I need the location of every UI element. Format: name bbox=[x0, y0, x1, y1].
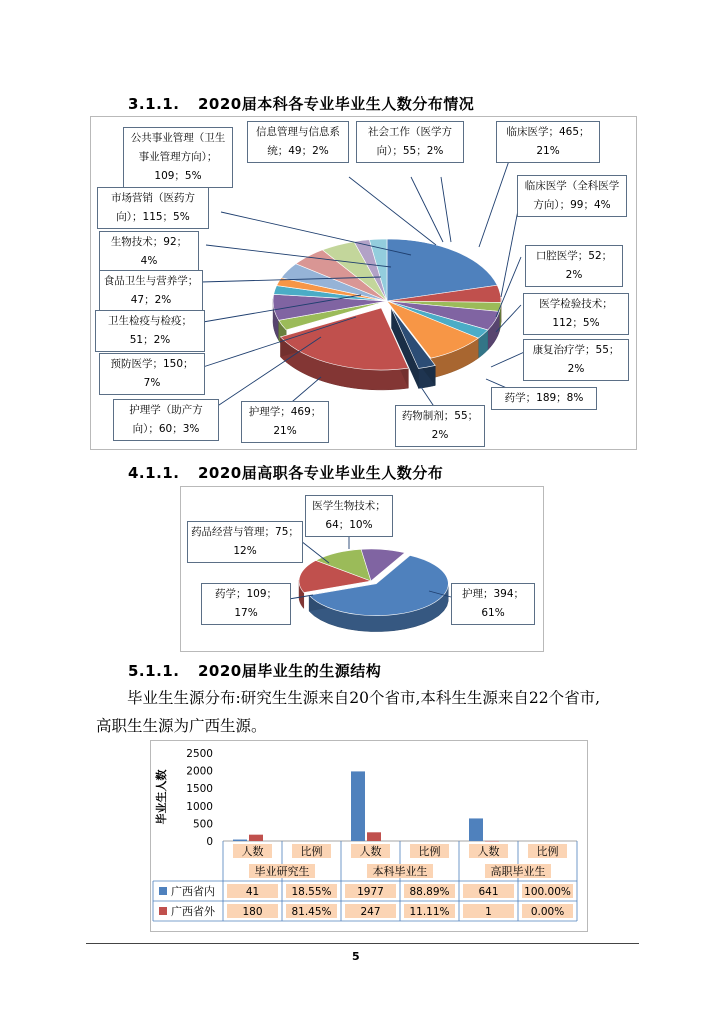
footer-rule bbox=[86, 943, 639, 944]
heading-number: 3.1.1. bbox=[128, 95, 180, 113]
paragraph-line-1: 毕业生生源分布:研究生生源来自20个省市,本科生生源来自22个省市, bbox=[127, 689, 601, 707]
label-voc-nursing: 护理；394；61% bbox=[451, 583, 535, 625]
label-dental: 口腔医学；52；2% bbox=[525, 245, 623, 287]
table-subheader: 人数 bbox=[477, 845, 500, 858]
table-group-label: 高职毕业生 bbox=[490, 865, 546, 878]
table-subheader: 人数 bbox=[241, 845, 264, 858]
section-heading-3-1-1 bbox=[128, 93, 474, 114]
table-cell: 247 bbox=[360, 906, 381, 918]
leader-line-3 bbox=[479, 155, 511, 247]
leader-line-7 bbox=[496, 257, 521, 317]
table-cell: 41 bbox=[245, 886, 260, 898]
table-cell: 100.00% bbox=[524, 886, 571, 898]
heading-text: 2020届毕业生的生源结构 bbox=[198, 662, 382, 680]
label-rehab: 康复治疗学；55；2% bbox=[523, 339, 629, 381]
table-cell: 81.45% bbox=[291, 906, 332, 918]
table-subheader: 比例 bbox=[300, 845, 323, 858]
undergrad-pie-chart bbox=[90, 116, 637, 450]
leader-line-2 bbox=[301, 541, 329, 563]
table-cell: 1977 bbox=[357, 886, 384, 898]
label-nursing-midwife: 护理学（助产方向）；60；3% bbox=[113, 399, 219, 441]
heading-text: 2020届高职各专业毕业生人数分布 bbox=[198, 464, 444, 482]
bar-1-0 bbox=[249, 835, 263, 841]
label-food-nutrition: 食品卫生与营养学；47；2% bbox=[99, 270, 203, 312]
source-bar-svg bbox=[151, 741, 587, 931]
label-quarantine: 卫生检疫与检疫；51；2% bbox=[95, 310, 205, 352]
label-social-work: 社会工作（医学方向）；55；2% bbox=[356, 121, 464, 163]
paragraph-line-2: 高职生生源为广西生源。 bbox=[96, 717, 267, 735]
label-nursing: 护理学；469；21% bbox=[241, 401, 329, 443]
label-pharma-prep: 药物制剂；55；2% bbox=[395, 405, 485, 447]
label-biomed-tech: 医学生物技术；64；10% bbox=[305, 495, 393, 537]
table-group-label: 毕业研究生 bbox=[254, 865, 310, 878]
y-tick-label: 2500 bbox=[186, 748, 213, 760]
heading-number: 4.1.1. bbox=[128, 464, 180, 482]
label-voc-pharmacy: 药学；109；17% bbox=[201, 583, 291, 625]
table-cell: 18.55% bbox=[291, 886, 332, 898]
table-cell: 1 bbox=[485, 906, 492, 918]
page-number: 5 bbox=[352, 950, 360, 963]
label-general-practice: 临床医学（全科医学方向）；99；4% bbox=[517, 175, 627, 217]
bar-0-2 bbox=[469, 818, 483, 841]
table-cell: 11.11% bbox=[409, 906, 450, 918]
heading-number: 5.1.1. bbox=[128, 662, 180, 680]
table-subheader: 人数 bbox=[359, 845, 382, 858]
y-tick-label: 1500 bbox=[186, 783, 213, 796]
table-group-label: 本科毕业生 bbox=[372, 865, 428, 878]
table-cell: 88.89% bbox=[409, 886, 450, 898]
y-tick-label: 500 bbox=[192, 818, 213, 831]
source-bar-chart bbox=[150, 740, 588, 932]
section-heading-5-1-1 bbox=[128, 660, 381, 681]
label-biotech: 生物技术；92；4% bbox=[99, 231, 199, 273]
legend-swatch bbox=[159, 887, 167, 895]
table-subheader: 比例 bbox=[418, 845, 441, 858]
label-pharmacy: 药学；189；8% bbox=[491, 387, 597, 410]
bar-0-0 bbox=[233, 840, 247, 841]
y-tick-label: 1000 bbox=[186, 800, 213, 813]
y-tick-label: 0 bbox=[206, 836, 213, 848]
label-lab-tech: 医学检验技术；112；5% bbox=[523, 293, 629, 335]
vocational-pie-chart bbox=[180, 486, 544, 652]
source-paragraph bbox=[96, 684, 636, 740]
leader-line-4 bbox=[221, 212, 411, 255]
heading-text: 2020届本科各专业毕业生人数分布情况 bbox=[198, 95, 475, 113]
bar-0-1 bbox=[351, 771, 365, 841]
legend-swatch bbox=[159, 907, 167, 915]
legend-label: 广西省内 bbox=[171, 885, 215, 898]
label-public-admin: 公共事业管理（卫生事业管理方向）；109；5% bbox=[123, 127, 233, 188]
leader-line-1 bbox=[349, 177, 436, 245]
leader-line-0 bbox=[441, 177, 451, 242]
bar-1-1 bbox=[367, 832, 381, 841]
legend-label: 广西省外 bbox=[171, 905, 215, 918]
leader-line-2 bbox=[411, 177, 443, 242]
label-clinical: 临床医学；465；21% bbox=[496, 121, 600, 163]
y-axis-label: 毕业生人数 bbox=[155, 769, 168, 825]
y-tick-label: 2000 bbox=[186, 765, 213, 778]
table-cell: 180 bbox=[242, 906, 263, 918]
label-drug-management: 药品经营与管理；75；12% bbox=[187, 521, 303, 563]
table-cell: 641 bbox=[478, 886, 499, 898]
label-prev-med: 预防医学；150；7% bbox=[99, 353, 205, 395]
table-subheader: 比例 bbox=[536, 845, 559, 858]
label-marketing: 市场营销（医药方向）；115；5% bbox=[97, 187, 209, 229]
table-cell: 0.00% bbox=[530, 906, 565, 918]
bar-1-2 bbox=[485, 841, 499, 842]
section-heading-4-1-1 bbox=[128, 462, 443, 483]
label-info-mgmt: 信息管理与信息系统；49；2% bbox=[247, 121, 349, 163]
